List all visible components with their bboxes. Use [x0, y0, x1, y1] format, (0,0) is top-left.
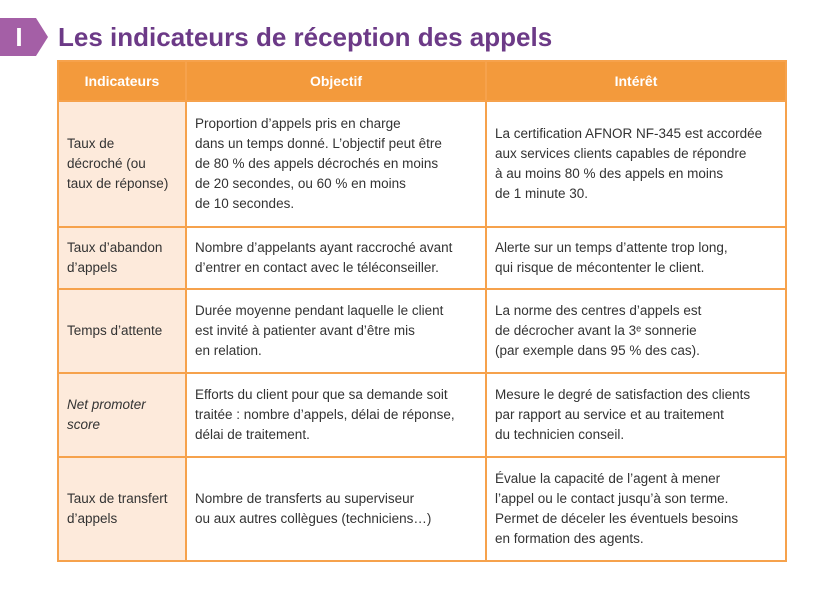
header-objectif: Objectif [186, 61, 486, 101]
indicator-cell: Taux de transfert d’appels [58, 457, 186, 561]
interest-cell: La norme des centres d’appels est de décrocher avant la 3ᵉ sonnerie (par exemple dans 95 % des cas). [486, 289, 786, 373]
indicator-cell: Taux d’abandon d’appels [58, 227, 186, 289]
interest-cell: Évalue la capacité de l’agent à mener l’appel ou le contact jusqu’à son terme. Permet de déceler les éventuels besoins en formation des agents. [486, 457, 786, 561]
interest-cell: La certification AFNOR NF-345 est accordée aux services clients capables de répondre à au moins 80 % des appels en moins de 1 minute 30. [486, 101, 786, 227]
objective-cell: Durée moyenne pendant laquelle le client est invité à patienter avant d’être mis en relation. [186, 289, 486, 373]
objective-cell: Nombre d’appelants ayant raccroché avant d’entrer en contact avec le téléconseiller. [186, 227, 486, 289]
table-row [58, 457, 786, 561]
indicators-table [57, 60, 787, 562]
table-row [58, 227, 786, 289]
section-heading [0, 14, 820, 56]
interest-cell: Mesure le degré de satisfaction des clients par rapport au service et au traitement du technicien conseil. [486, 373, 786, 457]
interest-cell: Alerte sur un temps d’attente trop long, qui risque de mécontenter le client. [486, 227, 786, 289]
header-interet: Intérêt [486, 61, 786, 101]
indicator-cell: Taux de décroché (ou taux de réponse) [58, 101, 186, 227]
table-header-row [58, 61, 786, 101]
objective-cell: Proportion d’appels pris en charge dans un temps donné. L’objectif peut être de 80 % des appels décrochés en moins de 20 secondes, ou 60 % en moins de 10 secondes. [186, 101, 486, 227]
table-row [58, 289, 786, 373]
objective-cell: Nombre de transferts au superviseur ou aux autres collègues (techniciens…) [186, 457, 486, 561]
section-title: Les indicateurs de réception des appels [58, 22, 553, 52]
table-row [58, 101, 786, 227]
section-number: I [15, 22, 23, 52]
indicator-cell: Temps d’attente [58, 289, 186, 373]
table-row [58, 373, 786, 457]
indicator-cell: Net promoter score [58, 373, 186, 457]
objective-cell: Efforts du client pour que sa demande soit traitée : nombre d’appels, délai de réponse, délai de traitement. [186, 373, 486, 457]
header-indicateurs: Indicateurs [58, 61, 186, 101]
